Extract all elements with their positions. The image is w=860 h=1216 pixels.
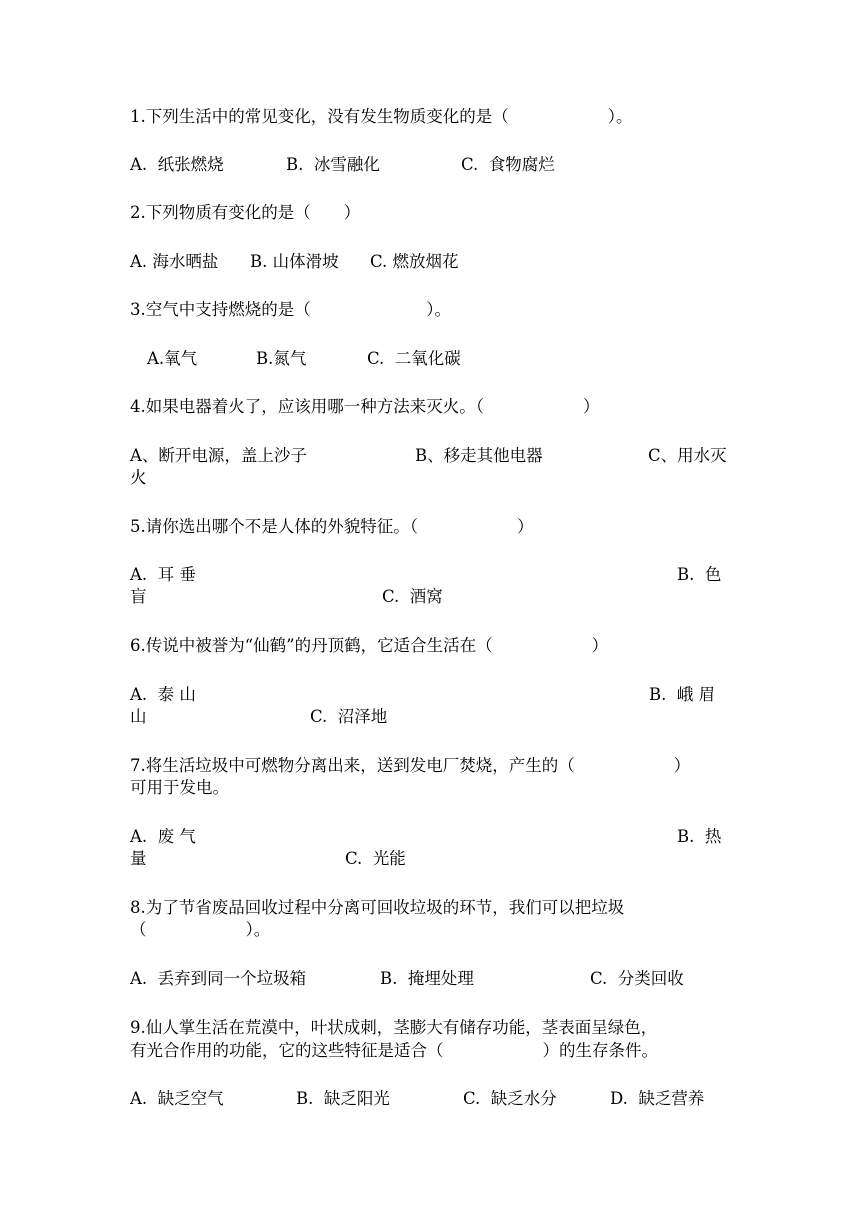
question-2-option-a: A. 海水晒盐: [130, 252, 219, 271]
question-1-stem: 1.下列生活中的常见变化，没有发生物质变化的是（ ）。: [130, 107, 633, 126]
question-9-option-a: A. 缺乏空气: [130, 1089, 224, 1108]
question-5-option-a: A. 耳 垂: [130, 565, 196, 584]
question-9-stem-line-1: 9.仙人掌生活在荒漠中，叶状成刺，茎膨大有储存功能，茎表面呈绿色，: [130, 1018, 658, 1037]
question-7-stem-line-2: 可用于发电。: [130, 778, 229, 797]
question-1-option-a: A. 纸张燃烧: [130, 155, 224, 174]
question-4-stem: 4.如果电器着火了，应该用哪一种方法来灭火。（ ）: [130, 397, 600, 416]
question-3-stem: 3.空气中支持燃烧的是（ ）。: [130, 300, 451, 319]
question-8-option-a: A. 丢弃到同一个垃圾箱: [130, 969, 307, 988]
question-4-option-c-wrap: 火: [130, 468, 147, 487]
question-5-option-b: B. 色: [677, 565, 722, 584]
question-9-option-c: C. 缺乏水分: [463, 1089, 557, 1108]
question-9-stem-line-2: 有光合作用的功能，它的这些特征是适合（ ）的生存条件。: [130, 1041, 658, 1060]
question-6-option-a: A. 泰 山: [130, 685, 196, 704]
question-5-stem: 5.请你选出哪个不是人体的外貌特征。（ ）: [130, 517, 534, 536]
question-7-option-c: C. 光能: [345, 849, 406, 868]
question-5-option-b-wrap: 盲: [130, 587, 147, 606]
question-2-option-c: C. 燃放烟花: [370, 252, 459, 271]
question-2-option-b: B. 山体滑坡: [250, 252, 339, 271]
question-7-stem-line-1: 7.将生活垃圾中可燃物分离出来，送到发电厂焚烧，产生的（ ）: [130, 756, 691, 775]
question-9-option-d: D. 缺乏营养: [610, 1089, 705, 1108]
question-4-option-c: C、用水灭: [648, 446, 727, 465]
question-4-option-b: B、移走其他电器: [415, 446, 543, 465]
question-7-option-b: B. 热: [677, 827, 722, 846]
question-8-option-c: C. 分类回收: [590, 969, 684, 988]
question-5-option-c: C. 酒窝: [382, 587, 443, 606]
question-3-option-c: C. 二氧化碳: [367, 349, 461, 368]
question-3-option-b: B.氮气: [256, 349, 307, 368]
question-4-option-a: A、断开电源，盖上沙子: [130, 446, 307, 465]
question-2-stem: 2.下列物质有变化的是（ ）: [130, 203, 361, 222]
question-1-option-b: B. 冰雪融化: [286, 155, 380, 174]
question-3-option-a: A.氧气: [147, 349, 198, 368]
question-1-option-c: C. 食物腐烂: [461, 155, 555, 174]
question-6-stem: 6.传说中被誉为“仙鹤”的丹顶鹤，它适合生活在（ ）: [130, 636, 609, 655]
question-6-option-b-wrap: 山: [130, 707, 147, 726]
question-6-option-b: B. 峨 眉: [649, 685, 716, 704]
question-8-stem-line-2: （ ）。: [130, 920, 271, 939]
question-8-option-b: B. 掩埋处理: [380, 969, 474, 988]
question-7-option-b-wrap: 量: [130, 849, 147, 868]
question-6-option-c: C. 沼泽地: [310, 707, 388, 726]
question-7-option-a: A. 废 气: [130, 827, 196, 846]
question-9-option-b: B. 缺乏阳光: [296, 1089, 390, 1108]
question-8-stem-line-1: 8.为了节省废品回收过程中分离可回收垃圾的环节，我们可以把垃圾: [130, 898, 625, 917]
